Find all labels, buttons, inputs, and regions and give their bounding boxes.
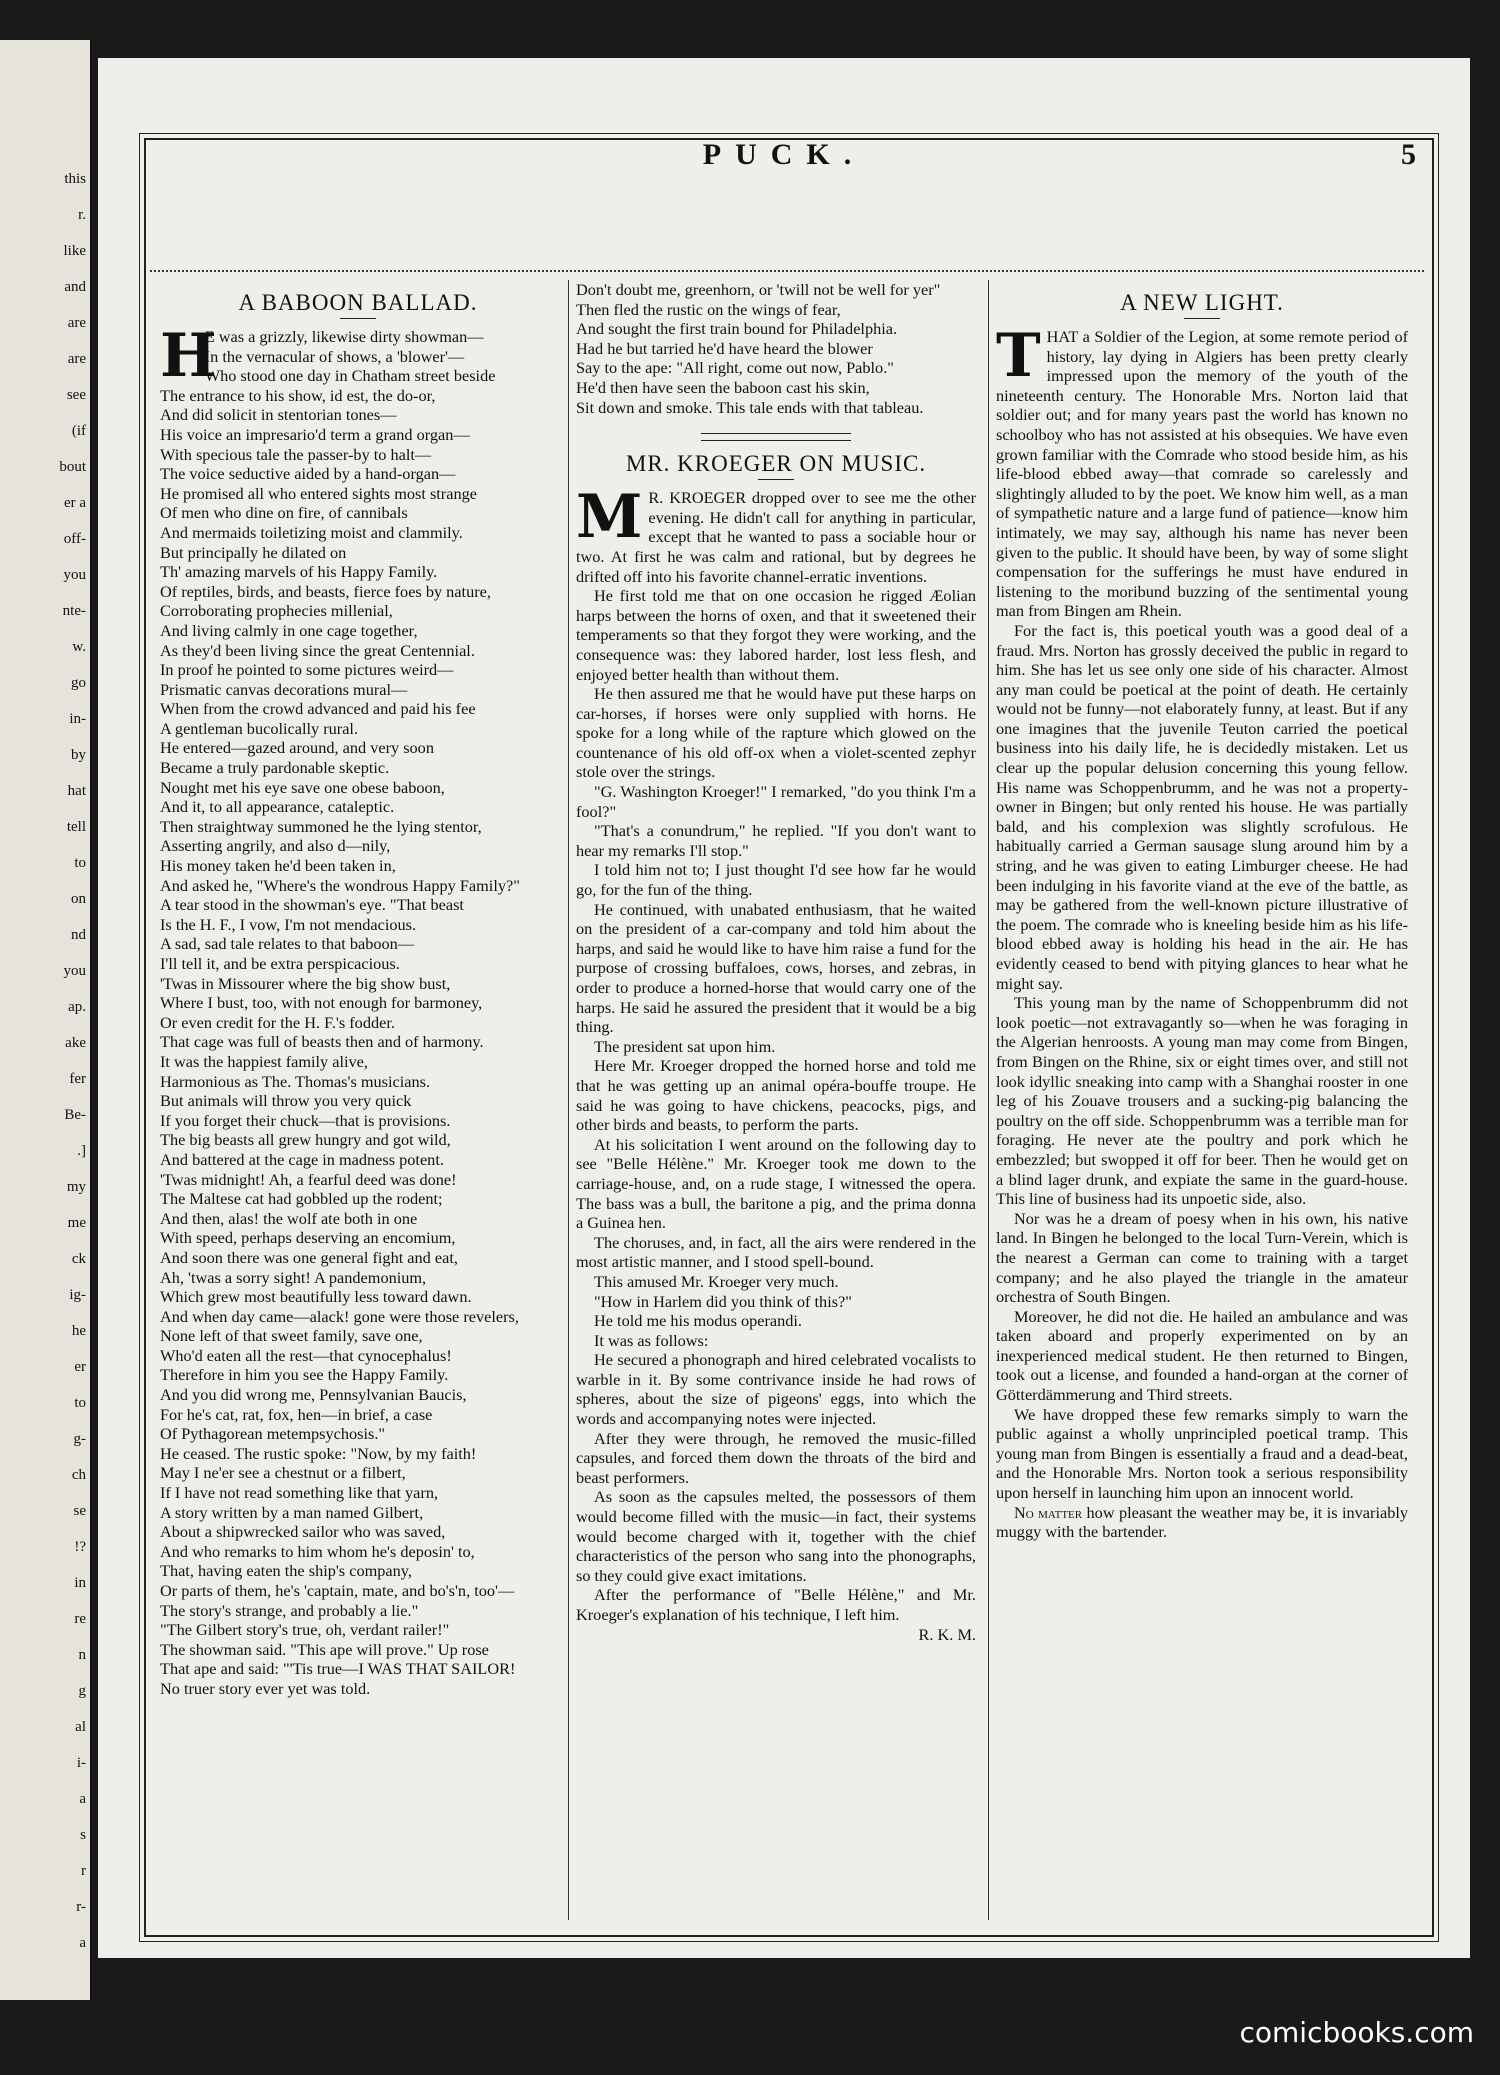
header-rule — [150, 270, 1424, 272]
article-title: MR. KROEGER ON MUSIC. — [625, 451, 927, 477]
poem-line: Harmonious as The. Thomas's musicians. — [160, 1071, 431, 1091]
poem-line: In the vernacular of shows, a 'blower'— — [204, 346, 465, 366]
watermark: comicbooks.com — [1239, 2016, 1474, 2049]
fragment-text: ch — [71, 1467, 86, 1483]
poem-line: If you forget their chuck—that is provisions. — [160, 1110, 451, 1130]
article-title: A BABOON BALLAD. — [238, 290, 478, 315]
fragment-text: g- — [73, 1431, 86, 1447]
poem-line: The showman said. "This ape will prove." Up rose — [160, 1639, 489, 1659]
fragment-text: on — [71, 891, 86, 907]
poem-line: Then fled the rustic on the wings of fear, — [576, 299, 841, 319]
title-rule — [340, 318, 376, 319]
paragraph: For the fact is, this poetical youth was a good deal of a fraud. Mrs. Norton has grossly deceived the public in regard to him. She has let us see only one side of his character. Almost any man could be poetical at the point of death. He certainly would not be funny—not elaborately funny, at least. But if any one imagines that the juvenile Teuton carried the poetical business into his daily life, he is decidedly mistaken. Let us clear up the popular delusion concerning this young fellow. His name was Schoppenbrumm, and he was not a property-owner in Bingen; but only rented his house. He was partially bald, and his complexion was slightly scrofulous. He habitually carried a German sausage slung around him by a string, and he was given to eating Limburger cheese. He had been indulging in his favorite viand at the eve of the battle, as may be gathered from the well-known picture illustrative of the poem. The comrade who is kneeling beside him as his life-blood ebbed away is holding his head in the air. He has evidently ceased to bend with pitying glances to hear what he might say. — [996, 620, 1408, 993]
new-light-article — [996, 321, 1408, 1542]
fragment-text: r- — [76, 1899, 86, 1915]
poem-line: A sad, sad tale relates to that baboon— — [160, 934, 415, 954]
poem-line: And it, to all appearance, cataleptic. — [160, 797, 395, 817]
fragment-text: (if — [71, 423, 86, 439]
column-1 — [160, 280, 556, 1920]
poem-line: He ceased. The rustic spoke: "Now, by my faith! — [160, 1443, 477, 1463]
poem-line: "The Gilbert story's true, oh, verdant railer!" — [160, 1620, 450, 1640]
poem-line: None left of that sweet family, save one, — [160, 1326, 423, 1346]
poem-line: Which grew most beautifully less toward dawn. — [160, 1287, 472, 1307]
poem-line: 'Twas in Missourer where the big show bust, — [160, 973, 451, 993]
fragment-text: off- — [63, 531, 86, 547]
signature: R. K. M. — [918, 1624, 976, 1644]
fragment-text: go — [71, 675, 86, 691]
poem-line: Then straightway summoned he the lying stentor, — [160, 816, 482, 836]
poem-line: Therefore in him you see the Happy Family. — [160, 1365, 449, 1385]
poem-line: Of reptiles, birds, and beasts, fierce foes by nature, — [160, 581, 491, 601]
column-3 — [996, 280, 1408, 1920]
fragment-text: my — [66, 1179, 86, 1195]
paragraph: At his solicitation I went around on the following day to see "Belle Hélène." Mr. Kroeger took me down to the carriage-house, and, on a rude stage, I witnessed the opera. The bass was a bull, the baritone a pig, and the prima donna a Guinea hen. — [576, 1134, 976, 1233]
poem-line: And battered at the cage in madness potent. — [160, 1149, 444, 1169]
poem-line: Corroborating prophecies millenial, — [160, 601, 393, 621]
column-divider — [988, 280, 989, 1920]
page — [98, 58, 1470, 1958]
page-number: 5 — [1401, 138, 1416, 171]
poem-line: A tear stood in the showman's eye. "That beast — [160, 895, 464, 915]
footnote-text: how pleasant the weather may be, it is invariably muggy with the bartender. — [996, 1502, 1408, 1542]
fragment-text: fer — [69, 1071, 86, 1087]
fragment-text: s — [80, 1827, 86, 1843]
fragment-text: ck — [71, 1251, 86, 1267]
poem-line: About a shipwrecked sailor who was saved, — [160, 1522, 446, 1542]
fragment-text: in — [74, 1575, 86, 1591]
fragment-text: hat — [67, 783, 86, 799]
poem-line: Of Pythagorean metempsychosis." — [160, 1424, 386, 1444]
paragraph: It was as follows: — [594, 1330, 709, 1350]
adjacent-page-fragment — [0, 40, 92, 2000]
fragment-text: you — [63, 567, 86, 583]
poem-line: And soon there was one general fight and eat, — [160, 1247, 458, 1267]
fragment-text: se — [73, 1503, 86, 1519]
poem-line: Became a truly pardonable skeptic. — [160, 758, 390, 778]
footnote — [996, 1503, 1408, 1542]
poem-line: Or parts of them, he's 'captain, mate, and bo's'n, too'— — [160, 1581, 515, 1600]
article-paragraphs — [576, 482, 976, 1624]
fragment-text: ake — [65, 1035, 86, 1051]
poem-line: Or even credit for the H. F.'s fodder. — [160, 1012, 395, 1032]
poem-line: In proof he pointed to some pictures weird— — [160, 660, 454, 680]
paragraph: The president sat upon him. — [594, 1036, 776, 1056]
poem-line: His voice an impresario'd term a grand organ— — [160, 424, 470, 444]
fragment-text: n — [78, 1647, 86, 1663]
fragment-text: g — [78, 1683, 86, 1699]
poem-continuation — [576, 280, 976, 417]
poem-line: Ah, 'twas a sorry sight! A pandemonium, — [160, 1267, 427, 1287]
poem-line: Of men who dine on fire, of cannibals — [160, 503, 408, 523]
poem-line: He promised all who entered sights most strange — [160, 483, 477, 503]
paragraph: We have dropped these few remarks simply to warn the public against a wholly unprincipled poetical tramp. This young man from Bingen is essentially a fraud and a dead-beat, and the Honorable Mrs. Norton took a serious responsibility upon herself in launching him upon an innocent world. — [996, 1404, 1408, 1503]
fragment-text: nte- — [62, 603, 86, 619]
fragment-text: to — [74, 1395, 86, 1411]
fragment-text: are — [67, 351, 86, 367]
column-2 — [576, 280, 976, 1920]
fragment-text: in- — [69, 711, 86, 727]
poem-line: Where I bust, too, with not enough for barmoney, — [160, 993, 483, 1013]
article-title: A NEW LIGHT. — [1120, 290, 1284, 315]
poem-line: But animals will throw you very quick — [160, 1091, 412, 1111]
fragment-text: by — [71, 747, 86, 763]
poem-line: If I have not read something like that yarn, — [160, 1483, 439, 1503]
fragment-text: nd — [71, 927, 86, 943]
paragraph: "G. Washington Kroeger!" I remarked, "do you think I'm a fool?" — [576, 782, 976, 821]
poem-line: Is the H. F., I vow, I'm not mendacious. — [160, 914, 417, 934]
fragment-text: are — [67, 315, 86, 331]
paragraph: R. KROEGER dropped over to see me the other evening. He didn't call for anything in particular, except that he wanted to pass a sociable hour or two. At first he was calm and rational, but by degrees he drifted off into his favorite channel-erratic inventions. — [576, 488, 976, 586]
fragment-text: er a — [63, 495, 86, 511]
fragment-text: a — [79, 1791, 86, 1807]
fragment-text: Be- — [64, 1107, 86, 1123]
poem-line: And who remarks to him whom he's deposin' to, — [160, 1541, 475, 1561]
fragment-text: to — [74, 855, 86, 871]
poem-line: A story written by a man named Gilbert, — [160, 1502, 424, 1522]
poem-line: And sought the first train bound for Philadelphia. — [576, 319, 898, 339]
paragraph: This young man by the name of Schoppenbrumm did not look poetic—not extravagantly so—when he was foraging in the Algerian henroosts. A young man may come from Bingen, from Bingen on the Rhine, six or eight times over, and still not look idyllic sneaking into camp with a Shanghai rooster in one leg of his Zouave trousers and a sucking-pig balancing the poultry on the off side. Schoppenbrumm was a terrible man for foraging. He never ate the poultry and pork which he embezzled; but swopped it off for beer. Then he would get on a blind lager drunk, and expiate the same in the guard-house. This line of business had its unpoetic side, also. — [996, 993, 1408, 1209]
baboon-ballad-poem — [160, 321, 556, 1699]
poem-line: I'll tell it, and be extra perspicacious. — [160, 954, 400, 973]
fragment-text: tell — [66, 819, 86, 835]
fragment-text: he — [71, 1323, 86, 1339]
poem-line: When from the crowd advanced and paid his fee — [160, 699, 476, 719]
paragraph: "How in Harlem did you think of this?" — [594, 1291, 852, 1311]
poem-line: Asserting angrily, and also d—nily, — [160, 836, 391, 856]
poem-line: And then, alas! the wolf ate both in one — [160, 1208, 418, 1228]
poem-line: And asked he, "Where's the wondrous Happy Family?" — [160, 875, 520, 895]
fragment-text: r — [81, 1863, 86, 1879]
poem-line: 'Twas midnight! Ah, a fearful deed was done! — [160, 1169, 457, 1189]
poem-line: Prismatic canvas decorations mural— — [160, 679, 408, 699]
paragraph: I told him not to; I just thought I'd see how far he would go, for the fun of the thing. — [576, 860, 976, 900]
column-divider — [568, 280, 569, 1920]
paragraph: HAT a Soldier of the Legion, at some remote period of history, lay dying in Algiers has been pretty clearly impressed upon the memory of the youth of the nineteenth century. The Honorable Mrs. Norton laid that soldier out; and for many years past the world has known no schoolboy who has not assisted at his obsequies. We have even grown familiar with the Comrade who stood beside him, as his life-blood ebbed away—that comrade so carelessly and slightingly alluded to by the poet. We know him well, as a man of sympathetic nature and a large fund of patience—know him intimately, we may say, although his name has never been given to the public. It should have been, by way of some slight compensation for the sufferings he must have endured in listening to the moribund buzzing of the sentimental young man from Bingen am Rhein. — [996, 327, 1408, 621]
kroeger-article — [576, 482, 976, 1644]
poem-line: Say to the ape: "All right, come out now, Pablo." — [576, 358, 894, 378]
fragment-text: i- — [76, 1755, 86, 1771]
fragment-text: ap. — [68, 999, 86, 1015]
title-rule — [1184, 318, 1220, 319]
paragraph: Here Mr. Kroeger dropped the horned horse and told me that he was getting up an animal opéra-bouffe troupe. He said he was going to have chickens, peacocks, pigs, and other birds and beasts, to perform the parts. — [576, 1056, 976, 1135]
fragment-text: er — [74, 1359, 86, 1375]
paragraph: Nor was he a dream of poesy when in his own, his native land. In Bingen he belonged to the local Turn-Verein, which is the nearest a German can come to training with a target company; and he also played the triangle in the amateur orchestra of South Bingen. — [996, 1208, 1408, 1307]
drop-cap: T — [996, 321, 1041, 391]
poem-line: No truer story ever yet was told. — [160, 1678, 371, 1698]
fragment-text: me — [67, 1215, 86, 1231]
paragraph: As soon as the capsules melted, the possessors of them would become filled with the music—in fact, their systems would become charged with it, together with the chief characteristics of the person who sang into the phonographs, so they could give exact imitations. — [576, 1487, 976, 1585]
drop-cap: H — [160, 321, 217, 391]
poem-line: The voice seductive aided by a hand-organ— — [160, 464, 456, 484]
fragment-text: re — [74, 1611, 86, 1627]
paragraph: He told me his modus operandi. — [594, 1311, 803, 1331]
paragraph: This amused Mr. Kroeger very much. — [594, 1271, 839, 1291]
fragment-text: w. — [72, 639, 86, 655]
poem-line: And you did wrong me, Pennsylvanian Baucis, — [160, 1385, 467, 1405]
poem-line: For he's cat, rat, fox, hen—in brief, a case — [160, 1404, 433, 1424]
poem-line: And living calmly in one cage together, — [160, 620, 418, 640]
poem-line: And when day came—alack! gone were those revelers, — [160, 1306, 519, 1326]
poem-line: May I ne'er see a chestnut or a filbert, — [160, 1463, 406, 1483]
poem-line: A gentleman bucolically rural. — [160, 718, 359, 738]
fragment-text: !? — [74, 1539, 86, 1555]
poem-line: With specious tale the passer-by to halt— — [160, 444, 432, 464]
poem-line: And did solicit in stentorian tones— — [160, 405, 397, 425]
paragraph: The choruses, and, in fact, all the airs were rendered in the most artistic manner, and I stood spell-bound. — [576, 1232, 976, 1272]
poem-line: That cage was full of beasts then and of harmony. — [160, 1032, 484, 1052]
paragraph: He first told me that on one occasion he rigged Æolian harps between the horns of oxen, and that it sweetened their temperaments so that they forgot they were working, and the consequence was: they labored harder, lost less flesh, and enjoyed better health than without them. — [576, 586, 976, 684]
footnote-lead: No matter — [1014, 1502, 1083, 1522]
fragment-text: bout — [59, 459, 86, 475]
poem-line: Who stood one day in Chatham street beside — [204, 366, 496, 386]
paragraph: He secured a phonograph and hired celebrated vocalists to warble in it. By some contrivance inside he had rows of spheres, about the size of pigeons' eggs, into which the words and accompanying notes were injected. — [576, 1350, 976, 1429]
poem-line: The entrance to his show, id est, the do-or, — [160, 385, 436, 405]
fragment-text: like — [63, 243, 86, 259]
poem-line: E was a grizzly, likewise dirty showman— — [204, 327, 484, 346]
paragraph: After they were through, he removed the music-filled capsules, and forced them down the throats of the bird and beast performers. — [576, 1428, 976, 1487]
poem-line: Th' amazing marvels of his Happy Family. — [160, 562, 438, 582]
poem-lines — [160, 321, 556, 1699]
title-rule — [758, 479, 794, 480]
paragraph: He then assured me that he would have put these harps on car-horses, if horses were only supplied with horns. He spoke for a long while of the rapture which glowed on the countenance of his old off-ox when a violet-scented zephyr stole over the strings. — [576, 684, 976, 782]
poem-line: That, having eaten the ship's company, — [160, 1561, 412, 1581]
fragment-text: you — [63, 963, 86, 979]
fragment-text: r. — [78, 207, 86, 223]
poem-line: The Maltese cat had gobbled up the rodent; — [160, 1189, 443, 1209]
fragment-text: a — [79, 1935, 86, 1951]
masthead: PUCK. — [702, 138, 866, 171]
section-separator — [701, 433, 851, 441]
poem-line: He entered—gazed around, and very soon — [160, 738, 434, 758]
poem-line: With speed, perhaps deserving an encomium, — [160, 1228, 456, 1248]
poem-line: Who'd eaten all the rest—that cynocephalus! — [160, 1345, 452, 1365]
fragment-text: al — [75, 1719, 86, 1735]
paragraph: He continued, with unabated enthusiasm, that he waited on the president of a car-company and told him about the harps, and said he would like to have him raise a fund for the purpose of crossing buffaloes, cows, horses, and zebras, in order to produce a horned-horse that would carry one of the harps. He said he assured the president that it would be a big thing. — [576, 899, 976, 1037]
paragraph: After the performance of "Belle Hélène," and Mr. Kroeger's explanation of his technique, I left him. — [576, 1585, 976, 1624]
fragment-text: .] — [77, 1143, 86, 1159]
poem-line: As they'd been living since the great Centennial. — [160, 640, 475, 660]
poem-line: The big beasts all grew hungry and got wild, — [160, 1130, 451, 1150]
poem-line: Nought met his eye save one obese baboon, — [160, 777, 445, 797]
poem-line: It was the happiest family alive, — [160, 1051, 368, 1071]
poem-line: His money taken he'd been taken in, — [160, 856, 396, 876]
fragment-text: this — [64, 171, 86, 187]
fragment-text: and — [64, 279, 86, 295]
poem-line: Sit down and smoke. This tale ends with that tableau. — [576, 397, 924, 417]
poem-line: But principally he dilated on — [160, 542, 347, 562]
fragment-text: ig- — [69, 1287, 86, 1303]
poem-line: Had he but tarried he'd have heard the blower — [576, 338, 873, 358]
poem-line: And mermaids toiletizing moist and clammily. — [160, 522, 463, 542]
paragraph: "That's a conundrum," he replied. "If you don't want to hear my remarks I'll stop." — [576, 821, 976, 860]
fragment-text: see — [66, 387, 86, 403]
paragraph: Moreover, he did not die. He hailed an ambulance and was taken aboard and properly experimented on by an inexperienced medical student. He then returned to Bingen, took out a license, and founded a hand-organ at the corner of Götterdämmerung and Third streets. — [996, 1306, 1408, 1405]
poem-line: That ape and said: "'Tis true—I WAS THAT SAILOR! — [160, 1659, 516, 1679]
drop-cap: M — [576, 482, 643, 553]
poem-line: The story's strange, and probably a lie." — [160, 1600, 419, 1620]
poem-line: Don't doubt me, greenhorn, or 'twill not be well for yer" — [576, 280, 941, 299]
article-paragraphs — [996, 321, 1408, 1503]
poem-line: He'd then have seen the baboon cast his skin, — [576, 377, 870, 397]
